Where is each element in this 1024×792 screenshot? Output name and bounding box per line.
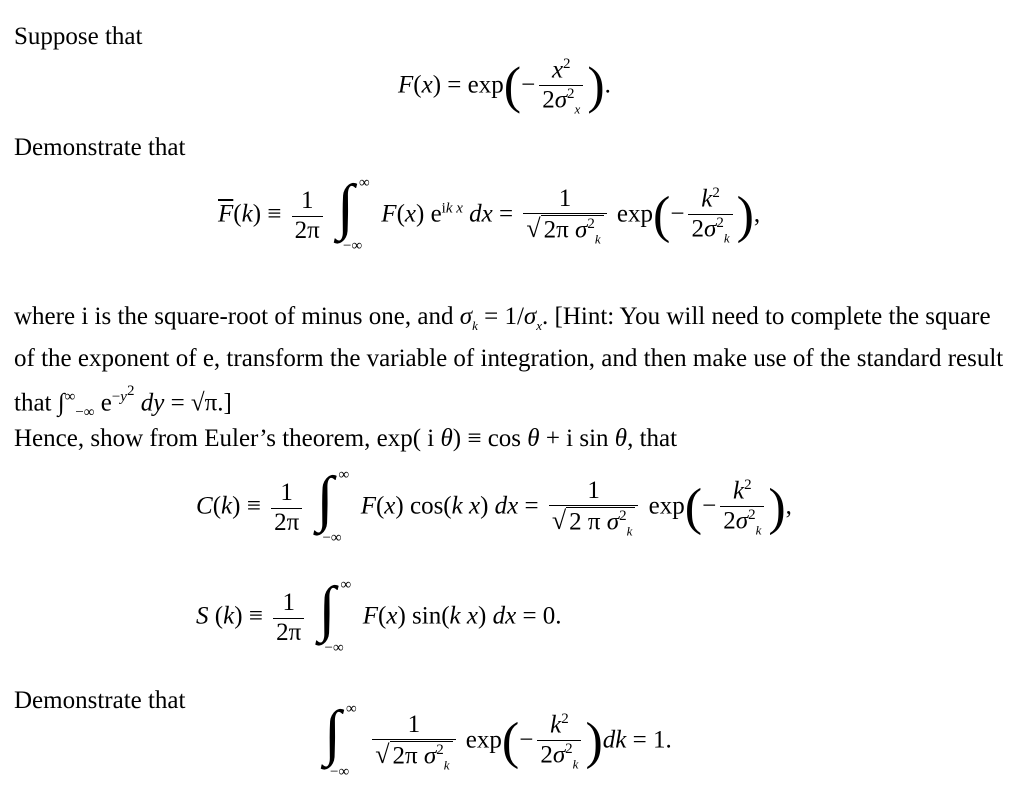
- text-hence: Hence, show from Euler’s theorem,: [14, 425, 371, 452]
- equation-cosine-transform: C(k) ≡ $\frac{1}{2\pi}$ ∫ ∞ −∞ F(x) cos(k x) dx = $\frac{1}{√ 2 \pi \sigma^2_k}$ exp(− $\frac{k^2}{2\sigma^2_k}$ ),: [196, 465, 792, 546]
- equation-normalization: ∫ ∞ −∞ $\frac{1}{√ 2\pi \sigma^2_k}$ exp(− $\frac{k^2}{2\sigma^2_k}$ )dk = 1.: [324, 699, 672, 780]
- text-that: that: [639, 425, 678, 452]
- text-demonstrate-2: Demonstrate that: [14, 687, 186, 714]
- equation-sine-transform: S (k) ≡ $\frac{1}{2\pi}$ ∫ ∞ −∞ F(x) sin(k x) dx = 0.: [196, 575, 562, 656]
- equation-fourier-transform: $\overline{F}(k)$ ≡ $\frac{1}{2\pi}$ ∫ ∞ −∞ F(x) $e^{ik x}$ dx = $\frac{1}{√ 2\pi \sigma^2_k}$ exp(− $\frac{k^2}{2\sigma^2_k}$ ),: [218, 173, 761, 254]
- paragraph-demonstrate-1: [14, 131, 1014, 164]
- text-suppose: Suppose that: [14, 23, 143, 50]
- text-hint: [Hint: You will need to complete the square of the exponent of e, transform the variable of integration, and then make use of the standard result that: [14, 303, 1004, 417]
- paragraph-suppose: [14, 20, 1014, 53]
- text-demonstrate-1: Demonstrate that: [14, 134, 186, 161]
- paragraph-where: where i is the square-root of minus one, and $\sigma_k = 1/\sigma_x$. [Hint: You will need to complete the square of the exponent of e, transform the variable of integration, and then make use of the standard result that $\int^\infty_{-\infty}$ $e^{-y^2}$ dy = √π.]: [14, 303, 1004, 421]
- paragraph-hence: Hence, show from Euler’s theorem, exp( i θ) ≡ cos θ + i sin θ, that: [14, 425, 678, 452]
- integral-sign: ∫ ∞ −∞: [337, 173, 370, 254]
- text-where: where i is the square-root of minus one, and: [14, 303, 454, 330]
- equation-Fx-definition: F(x) = exp(− $\frac{x^2}{2\sigma^2_x}$ ).: [398, 56, 611, 117]
